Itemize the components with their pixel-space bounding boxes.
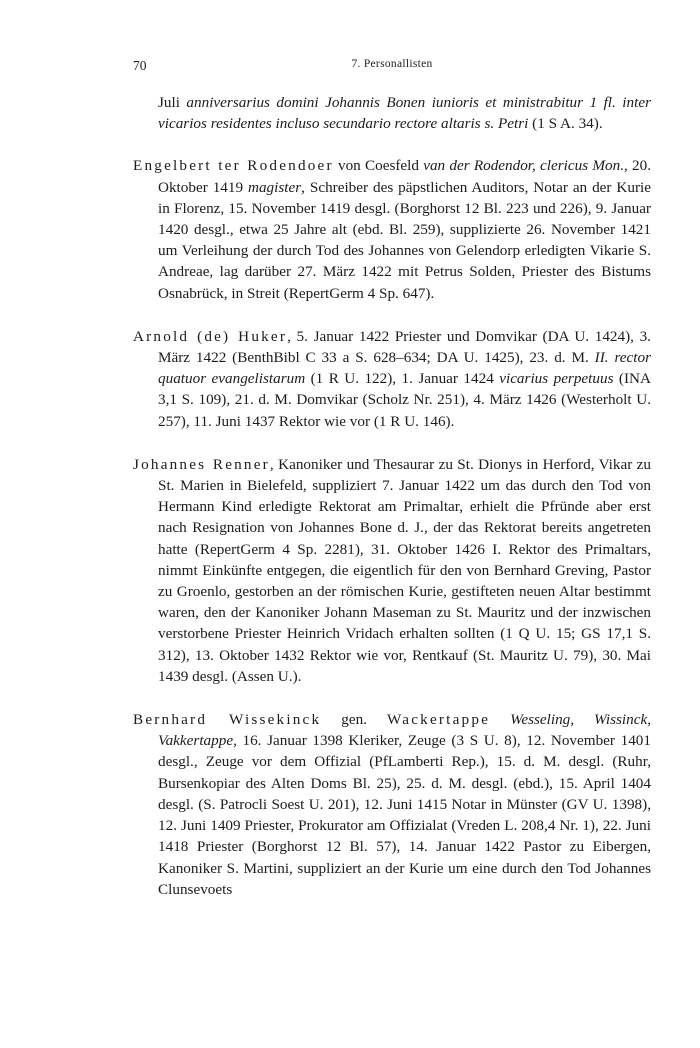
chapter-title: 7. Personallisten [351, 58, 433, 70]
page-number: 70 [133, 58, 147, 73]
entry-text: (1 S A. 34). [528, 115, 603, 133]
entry-text: Juli [158, 94, 187, 111]
entry-text: von Coesfeld [333, 157, 424, 175]
entry-text [490, 711, 510, 728]
latin-quote: vicarius perpetuus [499, 370, 614, 388]
entry-text: , Schreiber des päpstlichen Auditors, Notar an der Kurie in Florenz, 15. November 1419 desgl. (Borghorst 12 Bl. 223 und 226), 9. Januar 1420 desgl., etwa 25 Jahre alt (ebd. Bl. 259), supplizierte 26. November 1421 um Verleihung der durch Tod des Johannes von Gelendorp erledigten Vikarie S. Andreae, lag darüber 27. März 1422 mit Petrus Solden, Priester des Bistums Osnabrück, in Streit (RepertGerm 4 Sp. 647). [158, 178, 651, 302]
entry-text: (1 R U. 122), 1. Januar 1424 [305, 370, 500, 388]
latin-quote: anniversarius domini Johannis Bonen iunioris et ministrabitur 1 fl. inter vicarios residentes incluso secundario rectore altaris s. Petri [158, 94, 651, 133]
running-head [133, 58, 651, 78]
person-name: Engelbert ter Rodendoer [133, 157, 334, 175]
entry-arnold [133, 326, 651, 432]
entry-text: (INA 3,1 S. 109), 21. d. M. Domvikar (Scholz Nr. 251), 4. März 1426 (Westerholt U. 257), 11. Juni 1437 Rektor wie vor (1 R U. 146). [158, 370, 651, 430]
latin-quote: Wesseling, Wissinck, Vakkertappe [158, 711, 651, 750]
latin-quote: van der Rodendor, clericus Mon. [423, 157, 624, 175]
entry-bernhard [133, 709, 651, 900]
entry-johannes [133, 454, 651, 687]
entry-continuation [133, 92, 651, 134]
entry-text: , 16. Januar 1398 Kleriker, Zeuge (3 S U. 8), 12. November 1401 desgl., Zeuge vor dem Offizial (PfLamberti Rep.), 15. d. M. desgl. (Ruhr, Bursenkopiar des Alten Doms Bl. 25), 25. d. M. desgl. (ebd.), 15. April 1404 desgl. (S. Patrocli Soest U. 201), 12. Juni 1415 Notar in Münster (GV U. 1398), 12. Juni 1409 Priester, Prokurator am Offizialat (Vreden L. 208,4 Nr. 1), 22. Juni 1418 Priester (Borghorst 12 Bl. 57), 14. Januar 1422 Pastor zu Eibergen, Kanoniker S. Martini, suppliziert an der Kurie um eine durch den Tod Johannes Clunsevoets [158, 732, 651, 898]
body-text [133, 92, 651, 922]
entry-text: gen. [321, 711, 387, 729]
person-alias: Wackertappe [386, 711, 491, 729]
person-name: Johannes Renner [133, 455, 270, 473]
entry-text: , 5. Januar 1422 Priester und Domvikar (DA U. 1424), 3. März 1422 (BenthBibl C 33 a S. 628–634; DA U. 1425), 23. d. M. [158, 327, 651, 367]
latin-quote: magister [248, 178, 302, 196]
entry-text: , Kanoniker und Thesaurar zu St. Dionys in Herford, Vikar zu St. Marien in Bielefeld, suppliziert 7. Januar 1422 um das durch den Tod von Hermann Kind erledigte Rektorat am Primaltar, erhielt die Pfründe aber erst nach Resignation von Johannes Bone d. J., der das Rektorat bereits angetreten hatte (RepertGerm 4 Sp. 2281), 31. Oktober 1426 I. Rektor des Primaltars, nimmt Einkünfte entgegen, die eigentlich für den von Bernhard Greving, Pastor zu Groenlo, gestorben an der römischen Kurie, gestifteten neuen Altar bestimmt waren, den der Kanoniker Johann Maseman zu St. Mauritz und der inzwischen verstorbene Priester Heinrich Vridach erhalten sollten (1 Q U. 15; GS 17,1 S. 312), 13. Oktober 1432 Rektor wie vor, Rentkauf (St. Mauritz U. 79), 30. Mai 1439 desgl. (Assen U.). [158, 455, 651, 685]
entry-engelbert [133, 155, 651, 303]
person-name: Bernhard Wissekinck [133, 711, 322, 729]
latin-quote: II. rector quatuor evangelistarum [158, 349, 651, 388]
person-name: Arnold (de) Huker [133, 327, 288, 345]
entry-text: , 20. Oktober 1419 [158, 157, 652, 196]
